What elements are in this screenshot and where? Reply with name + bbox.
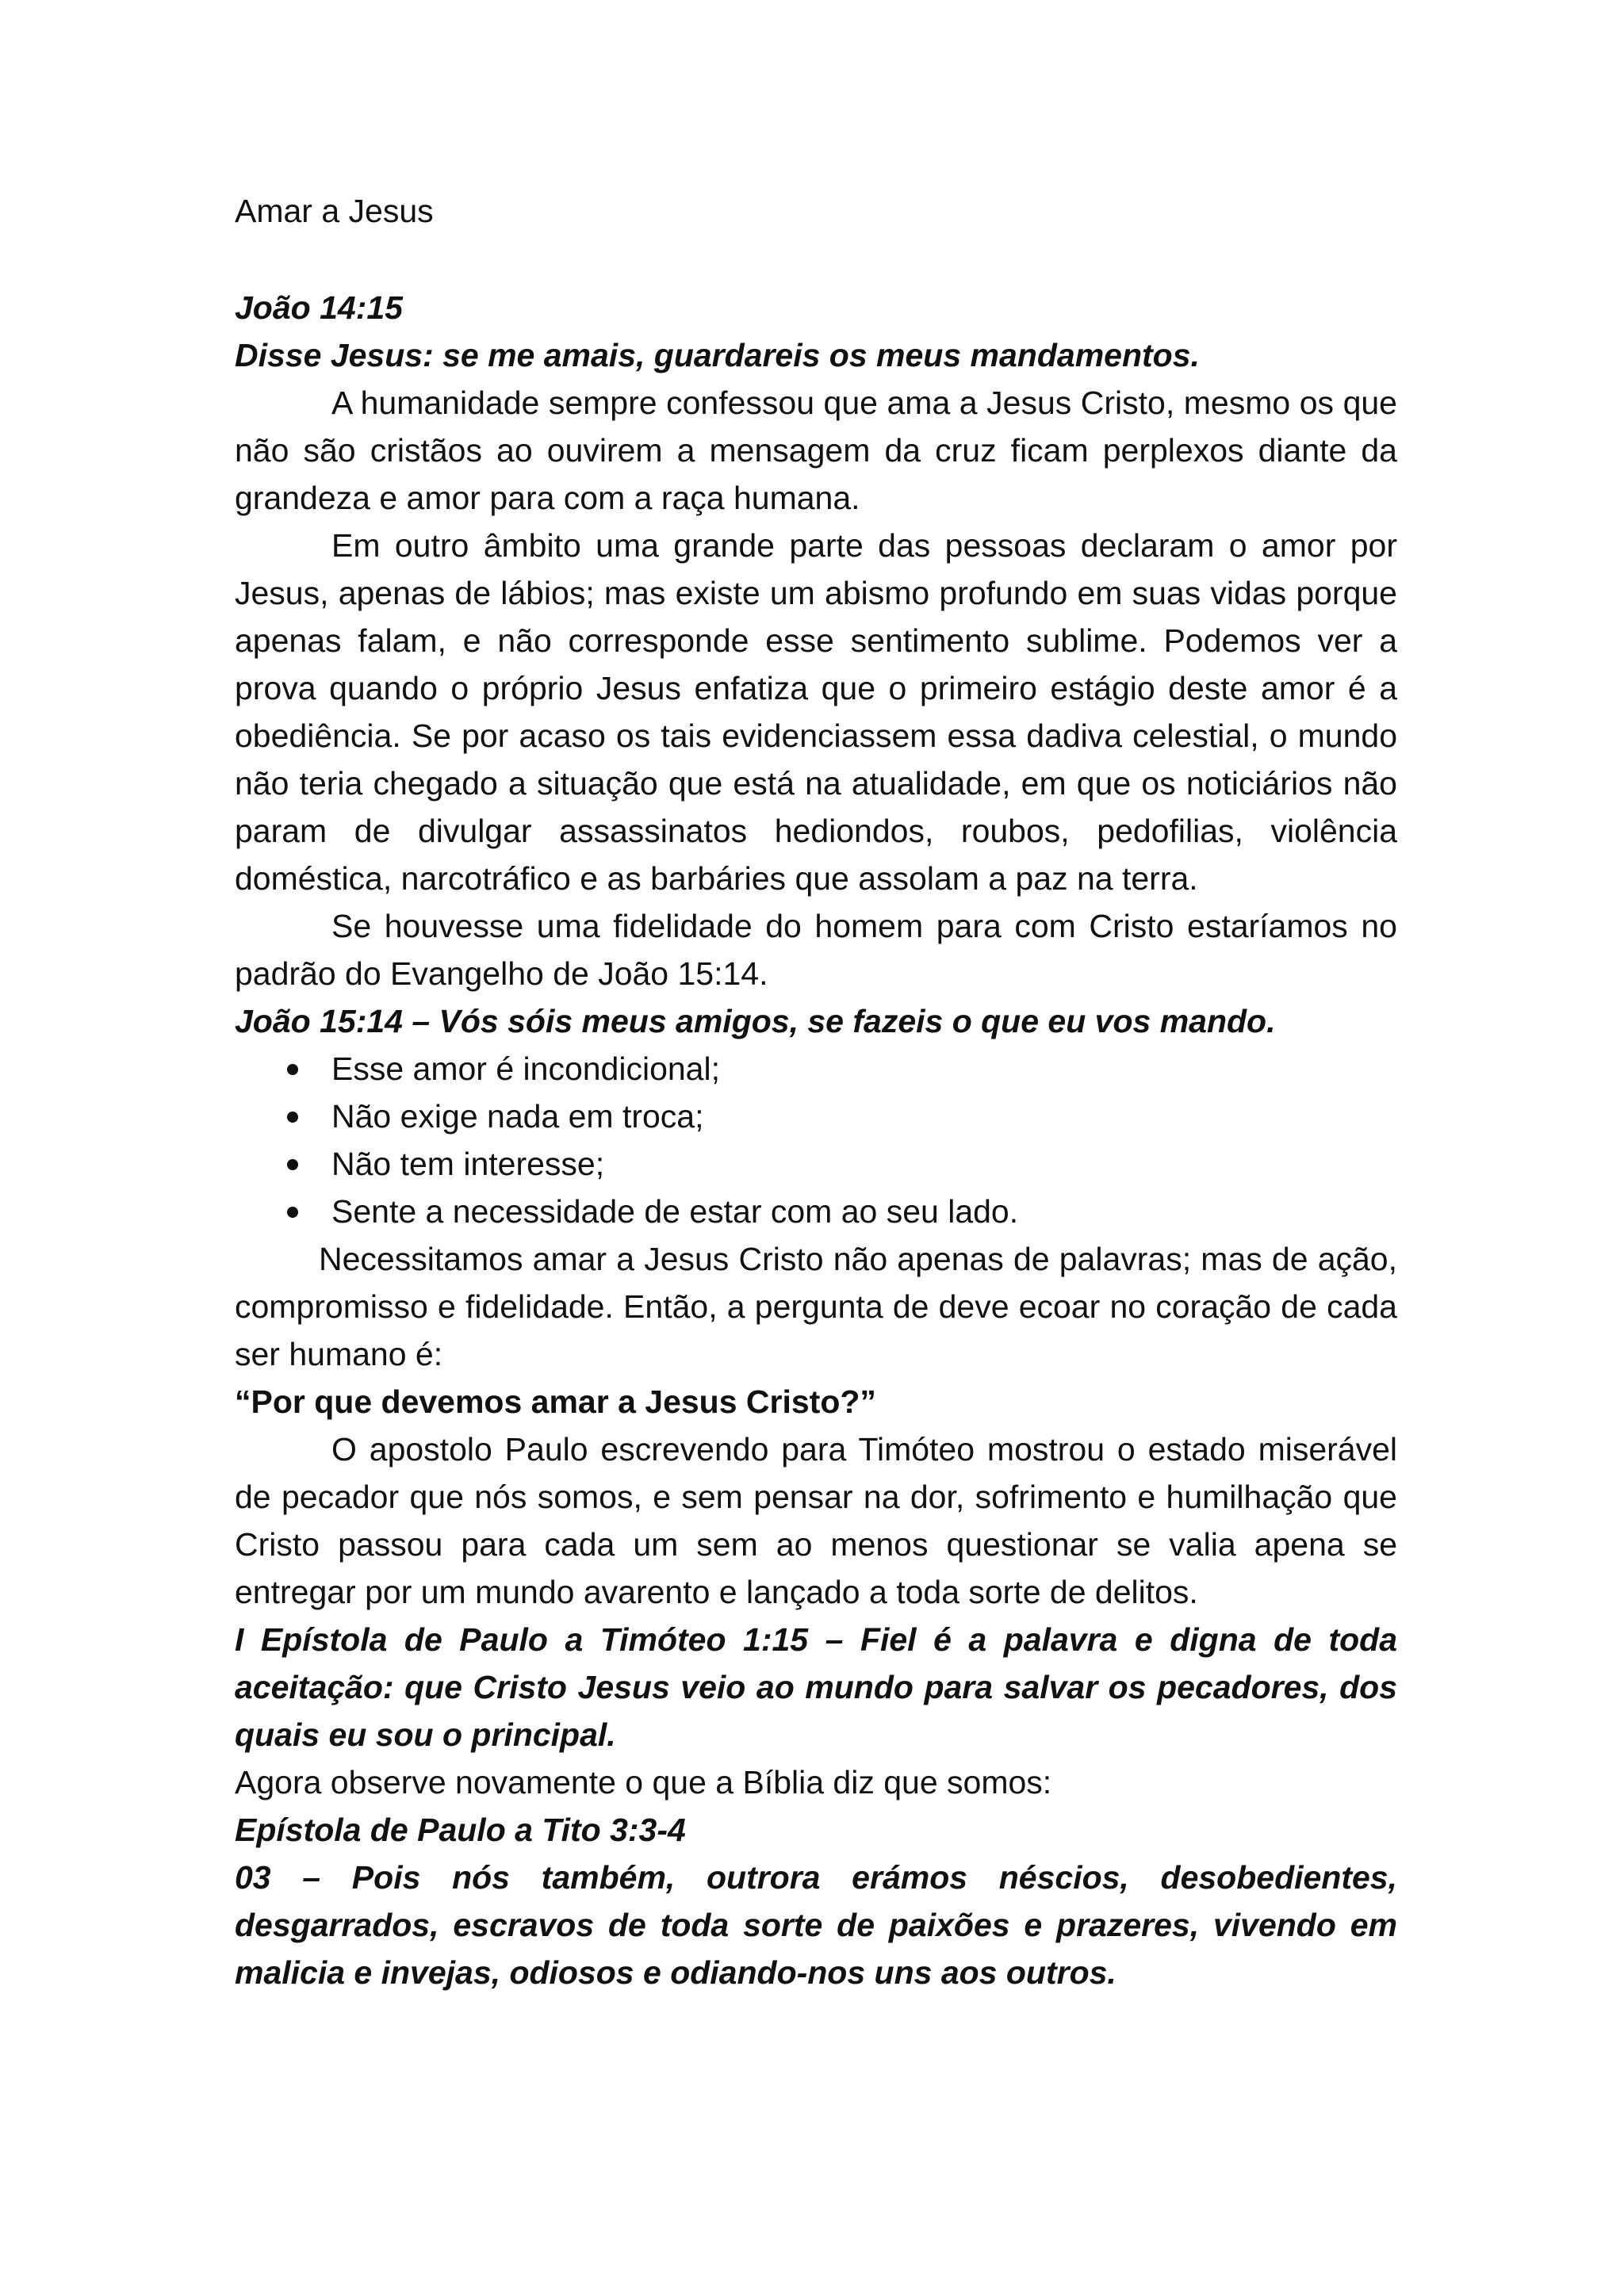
verse-reference-john-14-15: João 14:15 (235, 289, 403, 326)
bullet-icon (287, 1207, 298, 1218)
bullet-text: Não exige nada em troca; (331, 1098, 704, 1135)
bullet-icon (287, 1159, 298, 1170)
paragraph-3: Se houvesse uma fidelidade do homem para com Cristo estaríamos no padrão do Evangelho de João 15:14. (235, 908, 1397, 992)
paragraph-6: Agora observe novamente o que a Bíblia diz que somos: (235, 1764, 1052, 1800)
bullet-text: Não tem interesse; (331, 1146, 605, 1182)
verse-text-titus-3-3: 03 – Pois nós também, outrora erámos néscios, desobedientes, desgarrados, escravos de toda sorte de paixões e prazeres, vivendo em malicia e invejas, odiosos e odiando-nos uns aos outros. (235, 1859, 1397, 1991)
bullet-text: Sente a necessidade de estar com ao seu lado. (331, 1193, 1019, 1230)
verse-john-15-14: João 15:14 – Vós sóis meus amigos, se fazeis o que eu vos mando. (235, 1003, 1276, 1039)
bullet-item (235, 1093, 1397, 1140)
bullet-item (235, 1188, 1397, 1235)
bullet-icon (287, 1112, 298, 1123)
document-page (235, 187, 1397, 1996)
paragraph-1: A humanidade sempre confessou que ama a Jesus Cristo, mesmo os que não são cristãos ao ouvirem a mensagem da cruz ficam perplexos diante da grandeza e amor para com a raça humana. (235, 385, 1397, 516)
paragraph-2: Em outro âmbito uma grande parte das pessoas declaram o amor por Jesus, apenas de lábios; mas existe um abismo profundo em suas vidas porque apenas falam, e não corresponde esse sentimento sublime. Podemos ver a prova quando o próprio Jesus enfatiza que o primeiro estágio deste amor é a obediência. Se por acaso os tais evidenciassem essa dadiva celestial, o mundo não teria chegado a situação que está na atualidade, em que os noticiários não param de divulgar assassinatos hediondos, roubos, pedofilias, violência doméstica, narcotráfico e as barbáries que assolam a paz na terra. (235, 527, 1397, 897)
verse-text-john-14-15: Disse Jesus: se me amais, guardareis os meus mandamentos. (235, 337, 1200, 373)
verse-reference-titus-3-3-4: Epístola de Paulo a Tito 3:3-4 (235, 1812, 686, 1848)
bullet-icon (287, 1064, 298, 1075)
bullet-text: Esse amor é incondicional; (331, 1050, 720, 1087)
document-title: Amar a Jesus (235, 193, 434, 229)
paragraph-5: O apostolo Paulo escrevendo para Timóteo mostrou o estado miserável de pecador que nós somos, e sem pensar na dor, sofrimento e humilhação que Cristo passou para cada um sem ao menos questionar se valia apena se entregar por um mundo avarento e lançado a toda sorte de delitos. (235, 1431, 1397, 1610)
central-question: “Por que devemos amar a Jesus Cristo?” (235, 1383, 876, 1420)
verse-1-timothy-1-15: I Epístola de Paulo a Timóteo 1:15 – Fiel é a palavra e digna de toda aceitação: que Cristo Jesus veio ao mundo para salvar os pecadores, dos quais eu sou o principal. (235, 1621, 1397, 1753)
bullet-list (235, 1045, 1397, 1235)
bullet-item (235, 1140, 1397, 1188)
bullet-item (235, 1045, 1397, 1093)
paragraph-4: Necessitamos amar a Jesus Cristo não apenas de palavras; mas de ação, compromisso e fidelidade. Então, a pergunta de deve ecoar no coração de cada ser humano é: (235, 1241, 1397, 1372)
